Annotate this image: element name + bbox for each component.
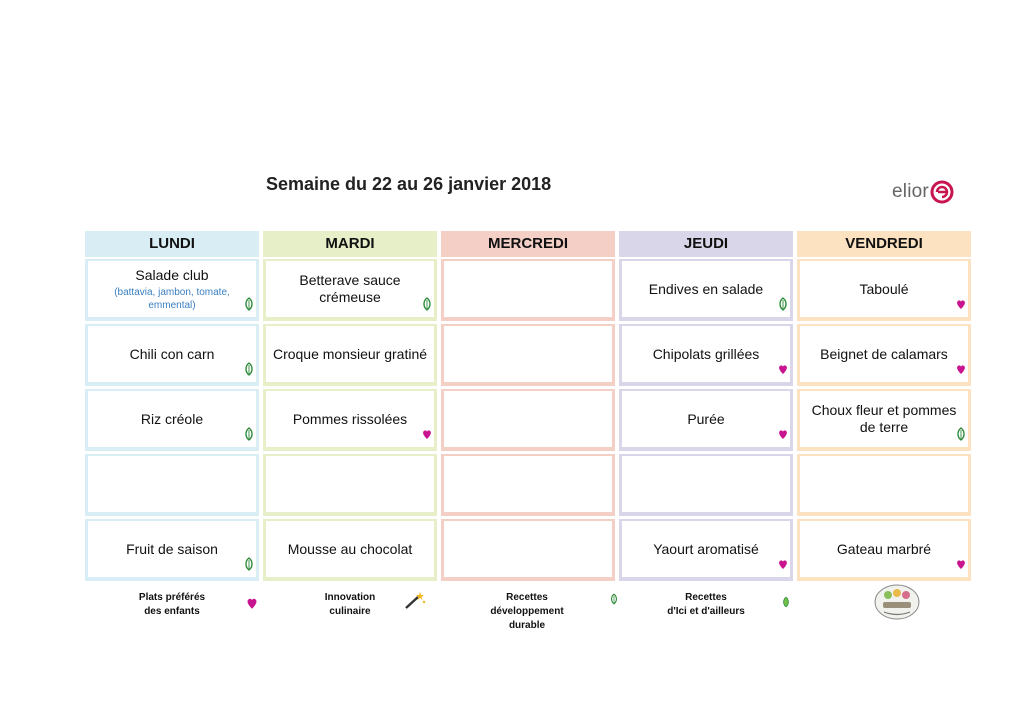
heart-icon [246,595,258,616]
heart-icon [956,362,966,376]
leaf-icon [422,297,432,311]
day-column-jeudi [619,231,793,557]
meal-cell [619,389,793,451]
meal-text [800,402,968,436]
heart-icon [778,362,788,376]
meal-name: Purée [687,410,725,427]
leaf-icon [778,297,788,311]
meal-name: Endives en salade [648,280,764,297]
meal-detail: (battavia, jambon, tomate, emmental) [114,286,230,311]
meal-cell [85,454,259,516]
meal-text [266,272,434,306]
meal-name: Fruit de saison [126,540,218,557]
day-header-vendredi: VENDREDI [797,231,971,257]
day-column-mercredi [441,231,615,257]
meal-name: Taboulé [859,280,909,297]
legend-item [651,591,761,619]
meal-cell [441,519,615,581]
meal-name: Chipolats grillées [652,345,760,362]
round-badge-icon [874,584,920,625]
leaf-icon [244,297,254,311]
leaf-icon [244,427,254,441]
legend-item [117,591,227,619]
meal-text [135,411,209,428]
meal-name: Salade club [135,266,209,283]
legend-label-line1: Plats préférés [138,592,206,603]
meal-cell [441,389,615,451]
day-header-lundi: LUNDI [85,231,259,257]
meal-cell [263,259,437,321]
meal-name: Gateau marbré [836,540,932,557]
leaf-icon [610,591,618,612]
meal-text [831,541,937,558]
meal-name: Chili con carn [129,345,215,362]
legend-label-line2: développement durable [490,606,564,631]
legend-label-line2: des enfants [144,606,200,617]
meal-name: Croque monsieur gratiné [272,345,428,362]
heart-icon [422,427,432,441]
meal-name: Beignet de calamars [820,345,948,362]
meal-cell [441,454,615,516]
meal-cell [85,519,259,581]
meal-cell [263,519,437,581]
day-column-mardi [263,231,437,557]
meal-text [643,281,769,298]
meal-text [814,346,954,363]
meal-text [267,346,433,363]
meal-name: Riz créole [140,410,204,427]
meal-cell [85,389,259,451]
day-column-lundi [85,231,259,557]
legend-label-line1: Innovation [324,592,376,603]
meal-cell [797,454,971,516]
meal-name: Mousse au chocolat [287,540,413,557]
leaf-icon [956,427,966,441]
legend-item [295,591,405,619]
meal-cell [441,259,615,321]
day-column-vendredi [797,231,971,557]
meal-cell [85,259,259,321]
meal-text [120,541,224,558]
heart-icon [956,297,966,311]
meal-name: Yaourt aromatisé [653,540,759,557]
meal-text [88,267,256,312]
meal-cell [441,324,615,386]
day-header-mardi: MARDI [263,231,437,257]
leaf-icon [244,362,254,376]
legend-label-line2: culinaire [329,606,371,617]
meal-text [282,541,419,558]
heart-icon [956,557,966,571]
leaf-icon [244,557,254,571]
meal-text [124,346,221,363]
meal-cell [263,324,437,386]
meal-name: Betterave sauce crémeuse [299,272,401,305]
meal-text [287,411,413,428]
meal-cell [619,519,793,581]
magic-wand-icon [404,590,426,615]
meal-text [681,411,730,428]
meal-cell [85,324,259,386]
meal-cell [263,389,437,451]
meal-cell [797,259,971,321]
meal-cell [797,389,971,451]
elior-swirl-icon [930,180,954,204]
meal-text [647,541,765,558]
meal-text [647,346,766,363]
page-title: Semaine du 22 au 26 janvier 2018 [266,174,552,194]
globe-leaf-icon [782,594,790,615]
meal-name: Choux fleur et pommes de terre [811,402,957,435]
brand-name: elior [892,181,929,202]
heart-icon [778,427,788,441]
meal-text [853,281,914,298]
meal-cell [263,454,437,516]
elior-logo [892,180,954,204]
day-header-jeudi: JEUDI [619,231,793,257]
heart-icon [778,557,788,571]
meal-cell [797,324,971,386]
legend-label-line1: Recettes [506,592,548,603]
meal-name: Pommes rissolées [292,410,408,427]
meal-cell [797,519,971,581]
meal-cell [619,324,793,386]
legend-label-line1: Recettes [685,592,727,603]
meal-cell [619,259,793,321]
day-header-mercredi: MERCREDI [441,231,615,257]
legend-label-line2: d'Ici et d'ailleurs [667,606,745,617]
meal-cell [619,454,793,516]
legend-item [472,591,582,633]
